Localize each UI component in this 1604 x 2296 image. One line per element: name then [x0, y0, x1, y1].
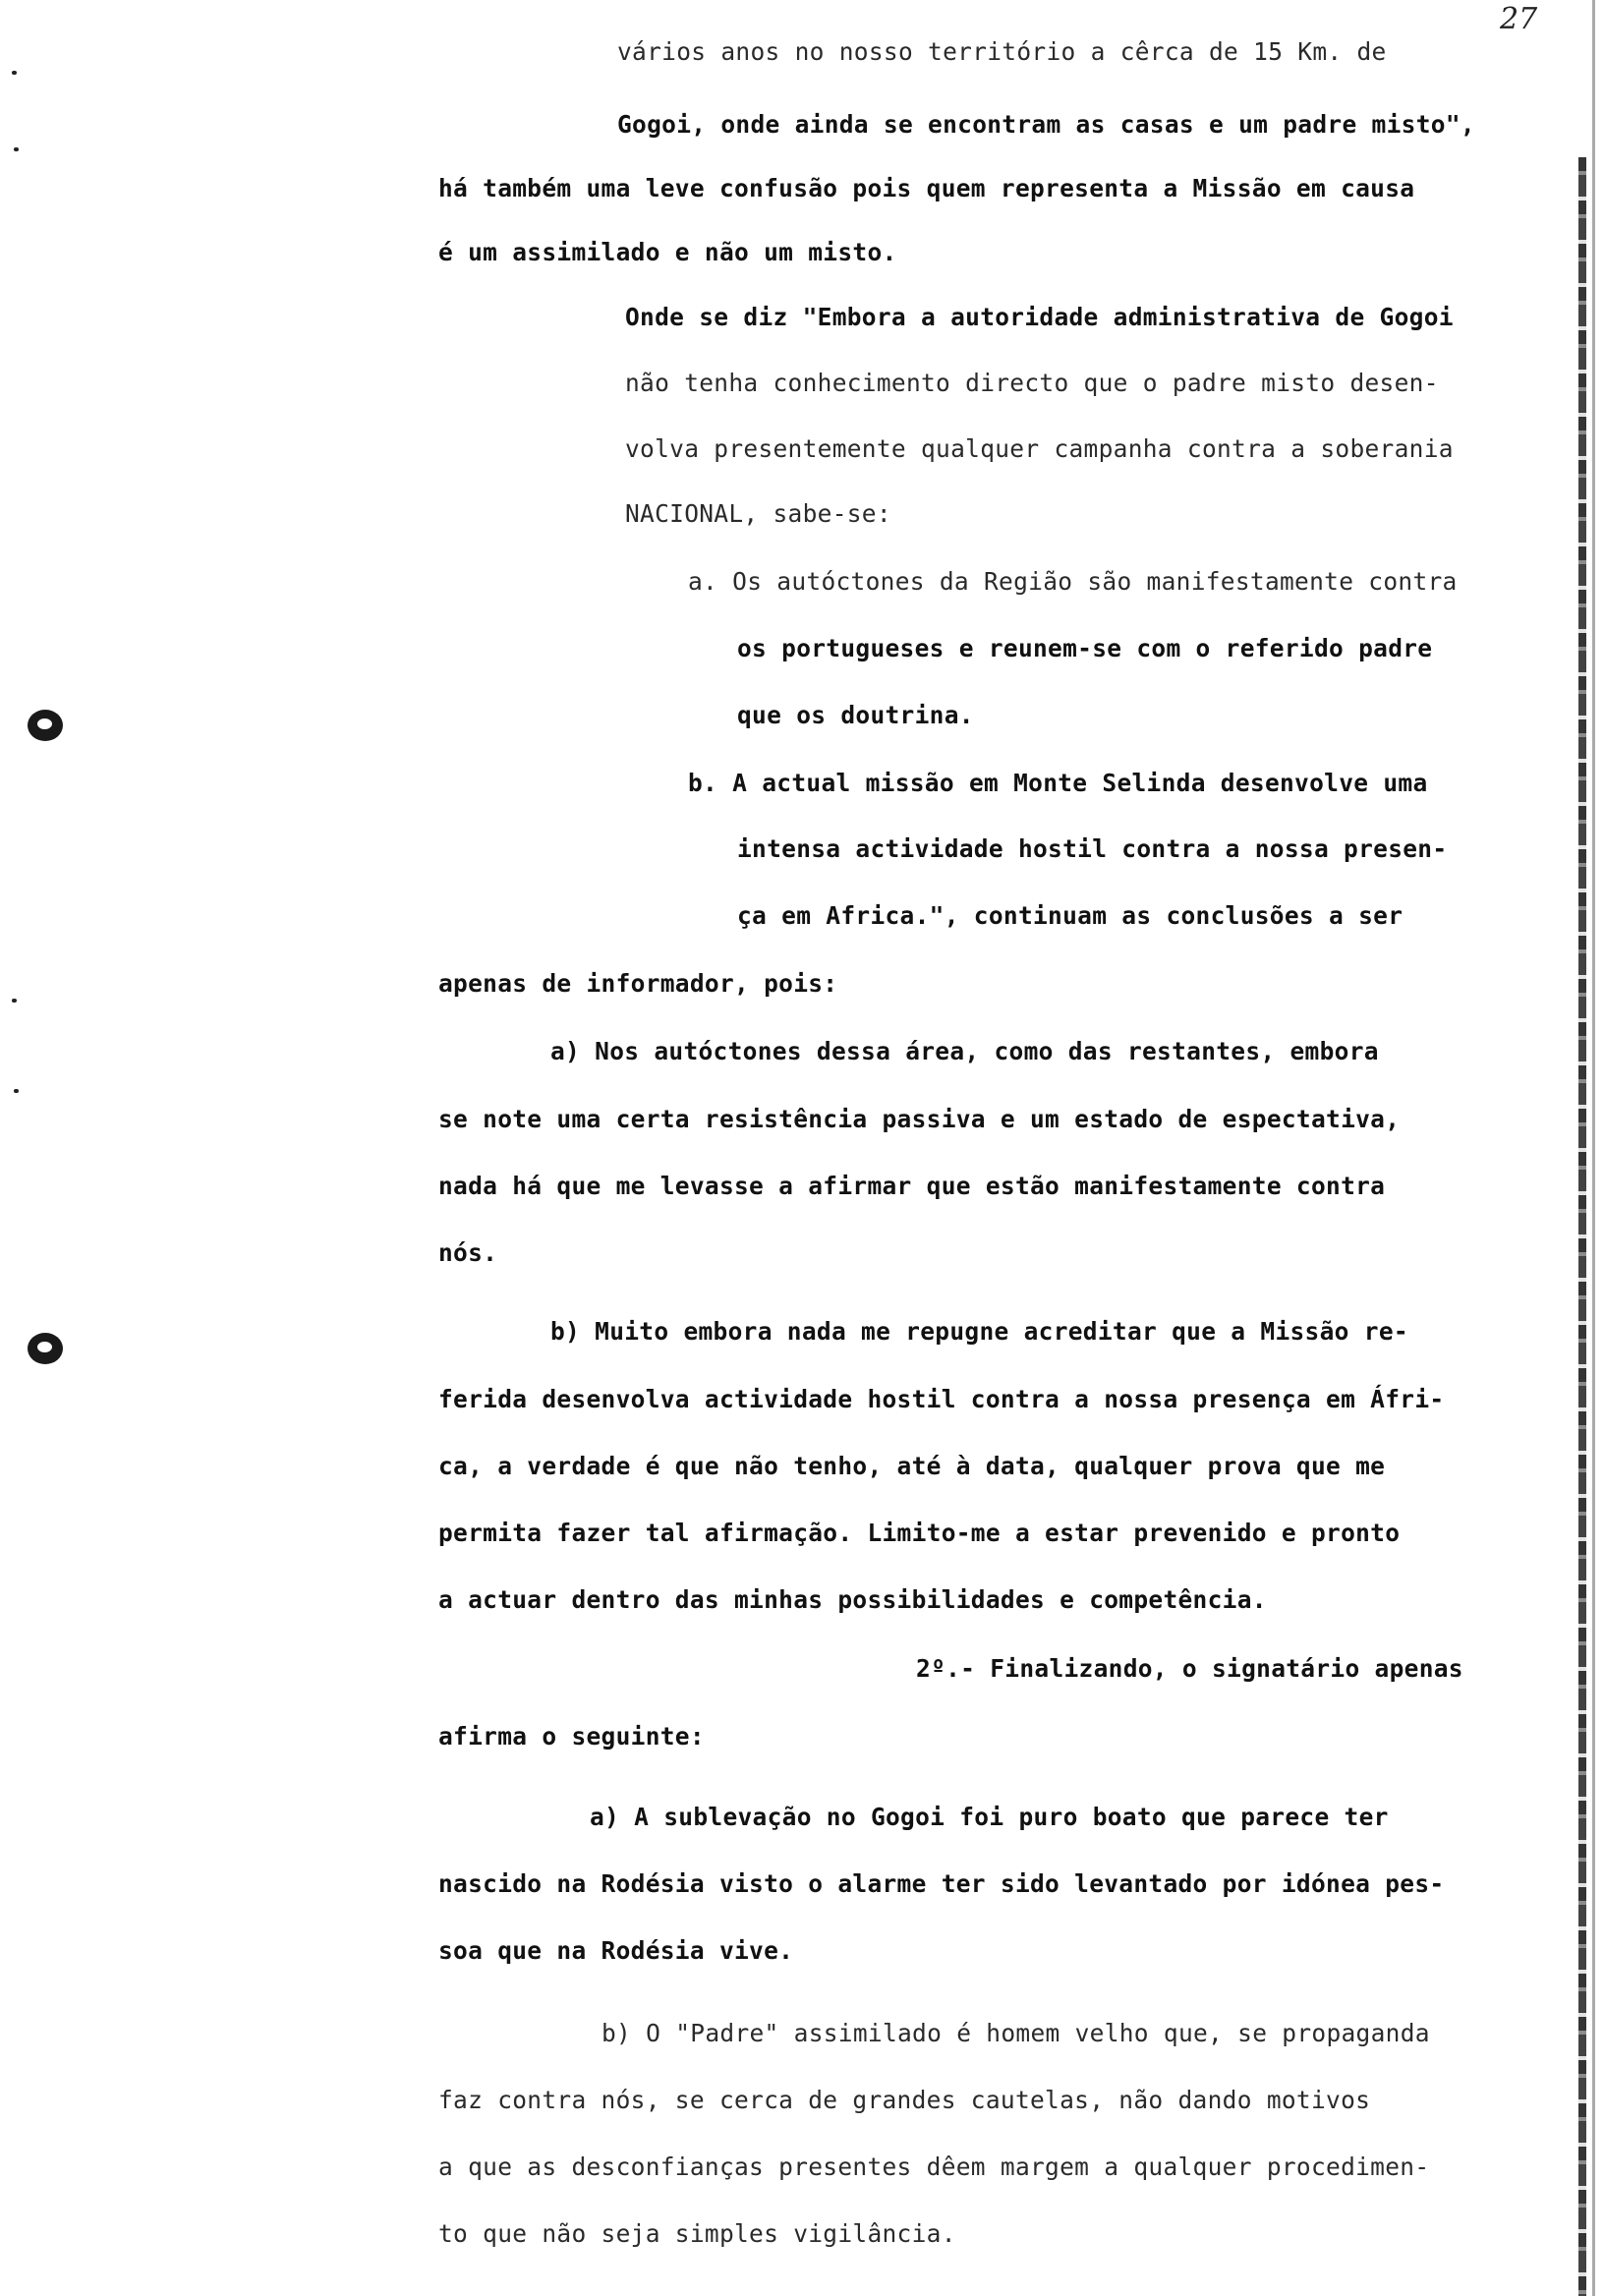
- text-line: os portugueses e reunem-se com o referido padre: [737, 634, 1433, 662]
- text-line: b) Muito embora nada me repugne acreditar que a Missão re-: [550, 1317, 1408, 1346]
- text-line: Onde se diz "Embora a autoridade administrativa de Gogoi: [625, 303, 1454, 331]
- text-line: nada há que me levasse a afirmar que estão manifestamente contra: [438, 1172, 1386, 1200]
- text-line: não tenha conhecimento directo que o padre misto desen-: [625, 369, 1439, 397]
- text-line: NACIONAL, sabe-se:: [625, 499, 891, 528]
- text-line: a que as desconfianças presentes dêem margem a qualquer procedimen-: [438, 2152, 1430, 2181]
- scan-speck: [14, 1089, 19, 1093]
- text-line: a) A sublevação no Gogoi foi puro boato que parece ter: [590, 1803, 1389, 1831]
- binding-edge: [1578, 157, 1586, 2296]
- text-line: nós.: [438, 1238, 498, 1267]
- punch-hole-upper: [28, 710, 63, 741]
- text-line: nascido na Rodésia visto o alarme ter sido levantado por idónea pes-: [438, 1869, 1445, 1898]
- text-line: volva presentemente qualquer campanha contra a soberania: [625, 434, 1454, 463]
- text-line: a. Os autóctones da Região são manifestamente contra: [688, 567, 1458, 596]
- text-line: apenas de informador, pois:: [438, 969, 838, 998]
- text-line: ça em Africa.", continuam as conclusões a ser: [737, 901, 1404, 930]
- text-line: se note uma certa resistência passiva e um estado de espectativa,: [438, 1105, 1401, 1133]
- text-line: ca, a verdade é que não tenho, até à data, qualquer prova que me: [438, 1452, 1386, 1480]
- text-line: a) Nos autóctones dessa área, como das restantes, embora: [550, 1037, 1379, 1065]
- page-number: 27: [1500, 2, 1538, 36]
- text-line: b. A actual missão em Monte Selinda desenvolve uma: [688, 769, 1428, 797]
- text-line: vários anos no nosso território a cêrca de 15 Km. de: [617, 37, 1387, 66]
- text-line: faz contra nós, se cerca de grandes cautelas, não dando motivos: [438, 2086, 1371, 2114]
- text-line: intensa actividade hostil contra a nossa presen-: [737, 834, 1448, 863]
- text-line: soa que na Rodésia vive.: [438, 1936, 794, 1965]
- scan-speck: [12, 71, 17, 75]
- text-line: afirma o seguinte:: [438, 1722, 705, 1751]
- punch-hole-lower: [28, 1333, 63, 1364]
- text-line: que os doutrina.: [737, 701, 974, 729]
- text-line: ferida desenvolva actividade hostil contra a nossa presença em Áfri-: [438, 1385, 1445, 1413]
- scan-speck: [14, 147, 19, 151]
- scan-speck: [12, 999, 17, 1003]
- text-line: é um assimilado e não um misto.: [438, 238, 897, 266]
- text-line: permita fazer tal afirmação. Limito-me a estar prevenido e pronto: [438, 1519, 1401, 1547]
- text-line: 2º.- Finalizando, o signatário apenas: [916, 1654, 1463, 1683]
- text-line: Gogoi, onde ainda se encontram as casas e um padre misto",: [617, 110, 1475, 139]
- text-line: a actuar dentro das minhas possibilidades e competência.: [438, 1585, 1267, 1614]
- text-line: há também uma leve confusão pois quem representa a Missão em causa: [438, 174, 1415, 202]
- text-line: b) O "Padre" assimilado é homem velho que, se propaganda: [602, 2019, 1430, 2047]
- text-line: to que não seja simples vigilância.: [438, 2219, 956, 2248]
- binding-edge-shadow: [1592, 0, 1595, 2296]
